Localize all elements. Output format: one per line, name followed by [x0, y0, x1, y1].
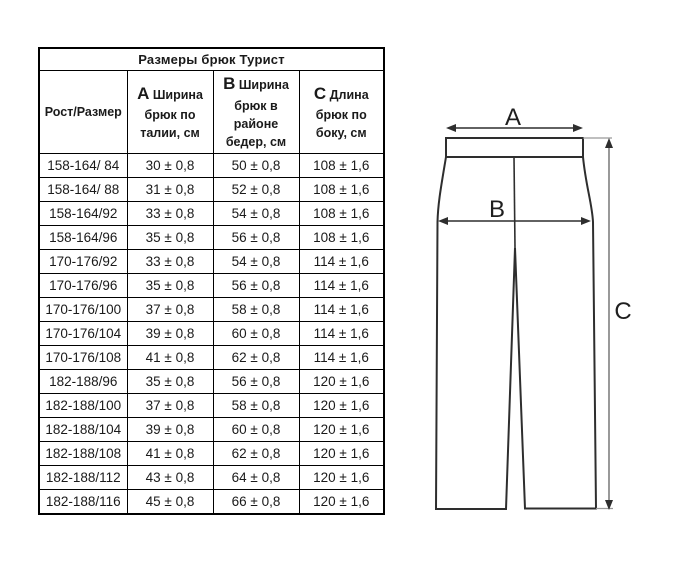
- cell-hip-width: 58 ± 0,8: [213, 298, 299, 322]
- cell-waist-width: 35 ± 0,8: [127, 370, 213, 394]
- waistband: [446, 138, 583, 157]
- cell-waist-width: 37 ± 0,8: [127, 394, 213, 418]
- dim-c-label: C: [614, 298, 632, 325]
- table-row: [39, 490, 384, 515]
- cell-size: 158-164/ 88: [39, 178, 127, 202]
- cell-waist-width: 33 ± 0,8: [127, 250, 213, 274]
- cell-side-length: 114 ± 1,6: [299, 274, 384, 298]
- size-chart-table: [38, 47, 385, 515]
- cell-waist-width: 33 ± 0,8: [127, 202, 213, 226]
- dim-a-arrow-right: [573, 124, 583, 132]
- cell-size: 170-176/108: [39, 346, 127, 370]
- cell-side-length: 120 ± 1,6: [299, 442, 384, 466]
- table-row: [39, 154, 384, 178]
- dimension-letter-c: C: [313, 83, 327, 103]
- table-row: [39, 322, 384, 346]
- cell-side-length: 108 ± 1,6: [299, 226, 384, 250]
- table-title-row: [39, 48, 384, 71]
- dimension-letter-b: B: [223, 74, 236, 94]
- column-header-length: [299, 71, 384, 154]
- table-row: [39, 394, 384, 418]
- cell-side-length: 114 ± 1,6: [299, 298, 384, 322]
- table-row: [39, 466, 384, 490]
- cell-waist-width: 35 ± 0,8: [127, 274, 213, 298]
- cell-size: 170-176/104: [39, 322, 127, 346]
- dim-b-arrow-right: [581, 217, 591, 225]
- table-row: [39, 370, 384, 394]
- cell-hip-width: 66 ± 0,8: [213, 490, 299, 515]
- cell-size: 158-164/ 84: [39, 154, 127, 178]
- column-label: Ширина брюк по талии, см: [140, 87, 203, 141]
- cell-side-length: 108 ± 1,6: [299, 178, 384, 202]
- cell-hip-width: 50 ± 0,8: [213, 154, 299, 178]
- cell-waist-width: 39 ± 0,8: [127, 322, 213, 346]
- cell-hip-width: 56 ± 0,8: [213, 274, 299, 298]
- cell-hip-width: 64 ± 0,8: [213, 466, 299, 490]
- cell-size: 158-164/96: [39, 226, 127, 250]
- size-table-body: [39, 154, 384, 515]
- cell-hip-width: 56 ± 0,8: [213, 226, 299, 250]
- table-row: [39, 226, 384, 250]
- cell-hip-width: 54 ± 0,8: [213, 202, 299, 226]
- cell-waist-width: 30 ± 0,8: [127, 154, 213, 178]
- cell-side-length: 120 ± 1,6: [299, 466, 384, 490]
- table-row: [39, 298, 384, 322]
- cell-side-length: 120 ± 1,6: [299, 370, 384, 394]
- column-label: Длина брюк по боку, см: [315, 87, 369, 141]
- cell-waist-width: 31 ± 0,8: [127, 178, 213, 202]
- cell-hip-width: 60 ± 0,8: [213, 322, 299, 346]
- cell-side-length: 108 ± 1,6: [299, 202, 384, 226]
- cell-waist-width: 43 ± 0,8: [127, 466, 213, 490]
- table-title: Размеры брюк Турист: [39, 48, 384, 71]
- cell-waist-width: 35 ± 0,8: [127, 226, 213, 250]
- column-header-waist: [127, 71, 213, 154]
- dim-b-label: B: [488, 196, 506, 223]
- cell-hip-width: 56 ± 0,8: [213, 370, 299, 394]
- trousers-measurement-diagram: [420, 95, 694, 562]
- cell-waist-width: 39 ± 0,8: [127, 418, 213, 442]
- dimension-letter-a: A: [137, 83, 150, 103]
- cell-size: 170-176/92: [39, 250, 127, 274]
- dim-c-arrow-top: [605, 138, 613, 148]
- cell-size: 182-188/112: [39, 466, 127, 490]
- table-header-row: [39, 71, 384, 154]
- cell-side-length: 108 ± 1,6: [299, 154, 384, 178]
- column-header-size: [39, 71, 127, 154]
- cell-hip-width: 52 ± 0,8: [213, 178, 299, 202]
- cell-side-length: 120 ± 1,6: [299, 418, 384, 442]
- cell-hip-width: 62 ± 0,8: [213, 346, 299, 370]
- column-header-hip: [213, 71, 299, 154]
- cell-side-length: 120 ± 1,6: [299, 490, 384, 515]
- table-row: [39, 178, 384, 202]
- cell-hip-width: 62 ± 0,8: [213, 442, 299, 466]
- cell-size: 182-188/100: [39, 394, 127, 418]
- table-row: [39, 346, 384, 370]
- center-seam: [514, 157, 515, 248]
- cell-side-length: 120 ± 1,6: [299, 394, 384, 418]
- table-row: [39, 274, 384, 298]
- column-label: Рост/Размер: [44, 104, 122, 119]
- cell-hip-width: 54 ± 0,8: [213, 250, 299, 274]
- cell-waist-width: 41 ± 0,8: [127, 442, 213, 466]
- cell-size: 182-188/96: [39, 370, 127, 394]
- table-row: [39, 418, 384, 442]
- table-row: [39, 250, 384, 274]
- cell-waist-width: 37 ± 0,8: [127, 298, 213, 322]
- cell-side-length: 114 ± 1,6: [299, 322, 384, 346]
- dim-a-arrow-left: [446, 124, 456, 132]
- table-row: [39, 202, 384, 226]
- cell-size: 158-164/92: [39, 202, 127, 226]
- cell-size: 182-188/116: [39, 490, 127, 515]
- dim-a-label: A: [504, 104, 522, 131]
- cell-waist-width: 45 ± 0,8: [127, 490, 213, 515]
- column-label: Ширина брюк в районе бедер, см: [225, 78, 289, 150]
- cell-waist-width: 41 ± 0,8: [127, 346, 213, 370]
- dim-b-arrow-left: [438, 217, 448, 225]
- cell-size: 182-188/104: [39, 418, 127, 442]
- trouser-outline: [436, 157, 596, 509]
- cell-side-length: 114 ± 1,6: [299, 250, 384, 274]
- cell-hip-width: 58 ± 0,8: [213, 394, 299, 418]
- cell-size: 182-188/108: [39, 442, 127, 466]
- cell-hip-width: 60 ± 0,8: [213, 418, 299, 442]
- cell-size: 170-176/96: [39, 274, 127, 298]
- table-row: [39, 442, 384, 466]
- cell-side-length: 114 ± 1,6: [299, 346, 384, 370]
- cell-size: 170-176/100: [39, 298, 127, 322]
